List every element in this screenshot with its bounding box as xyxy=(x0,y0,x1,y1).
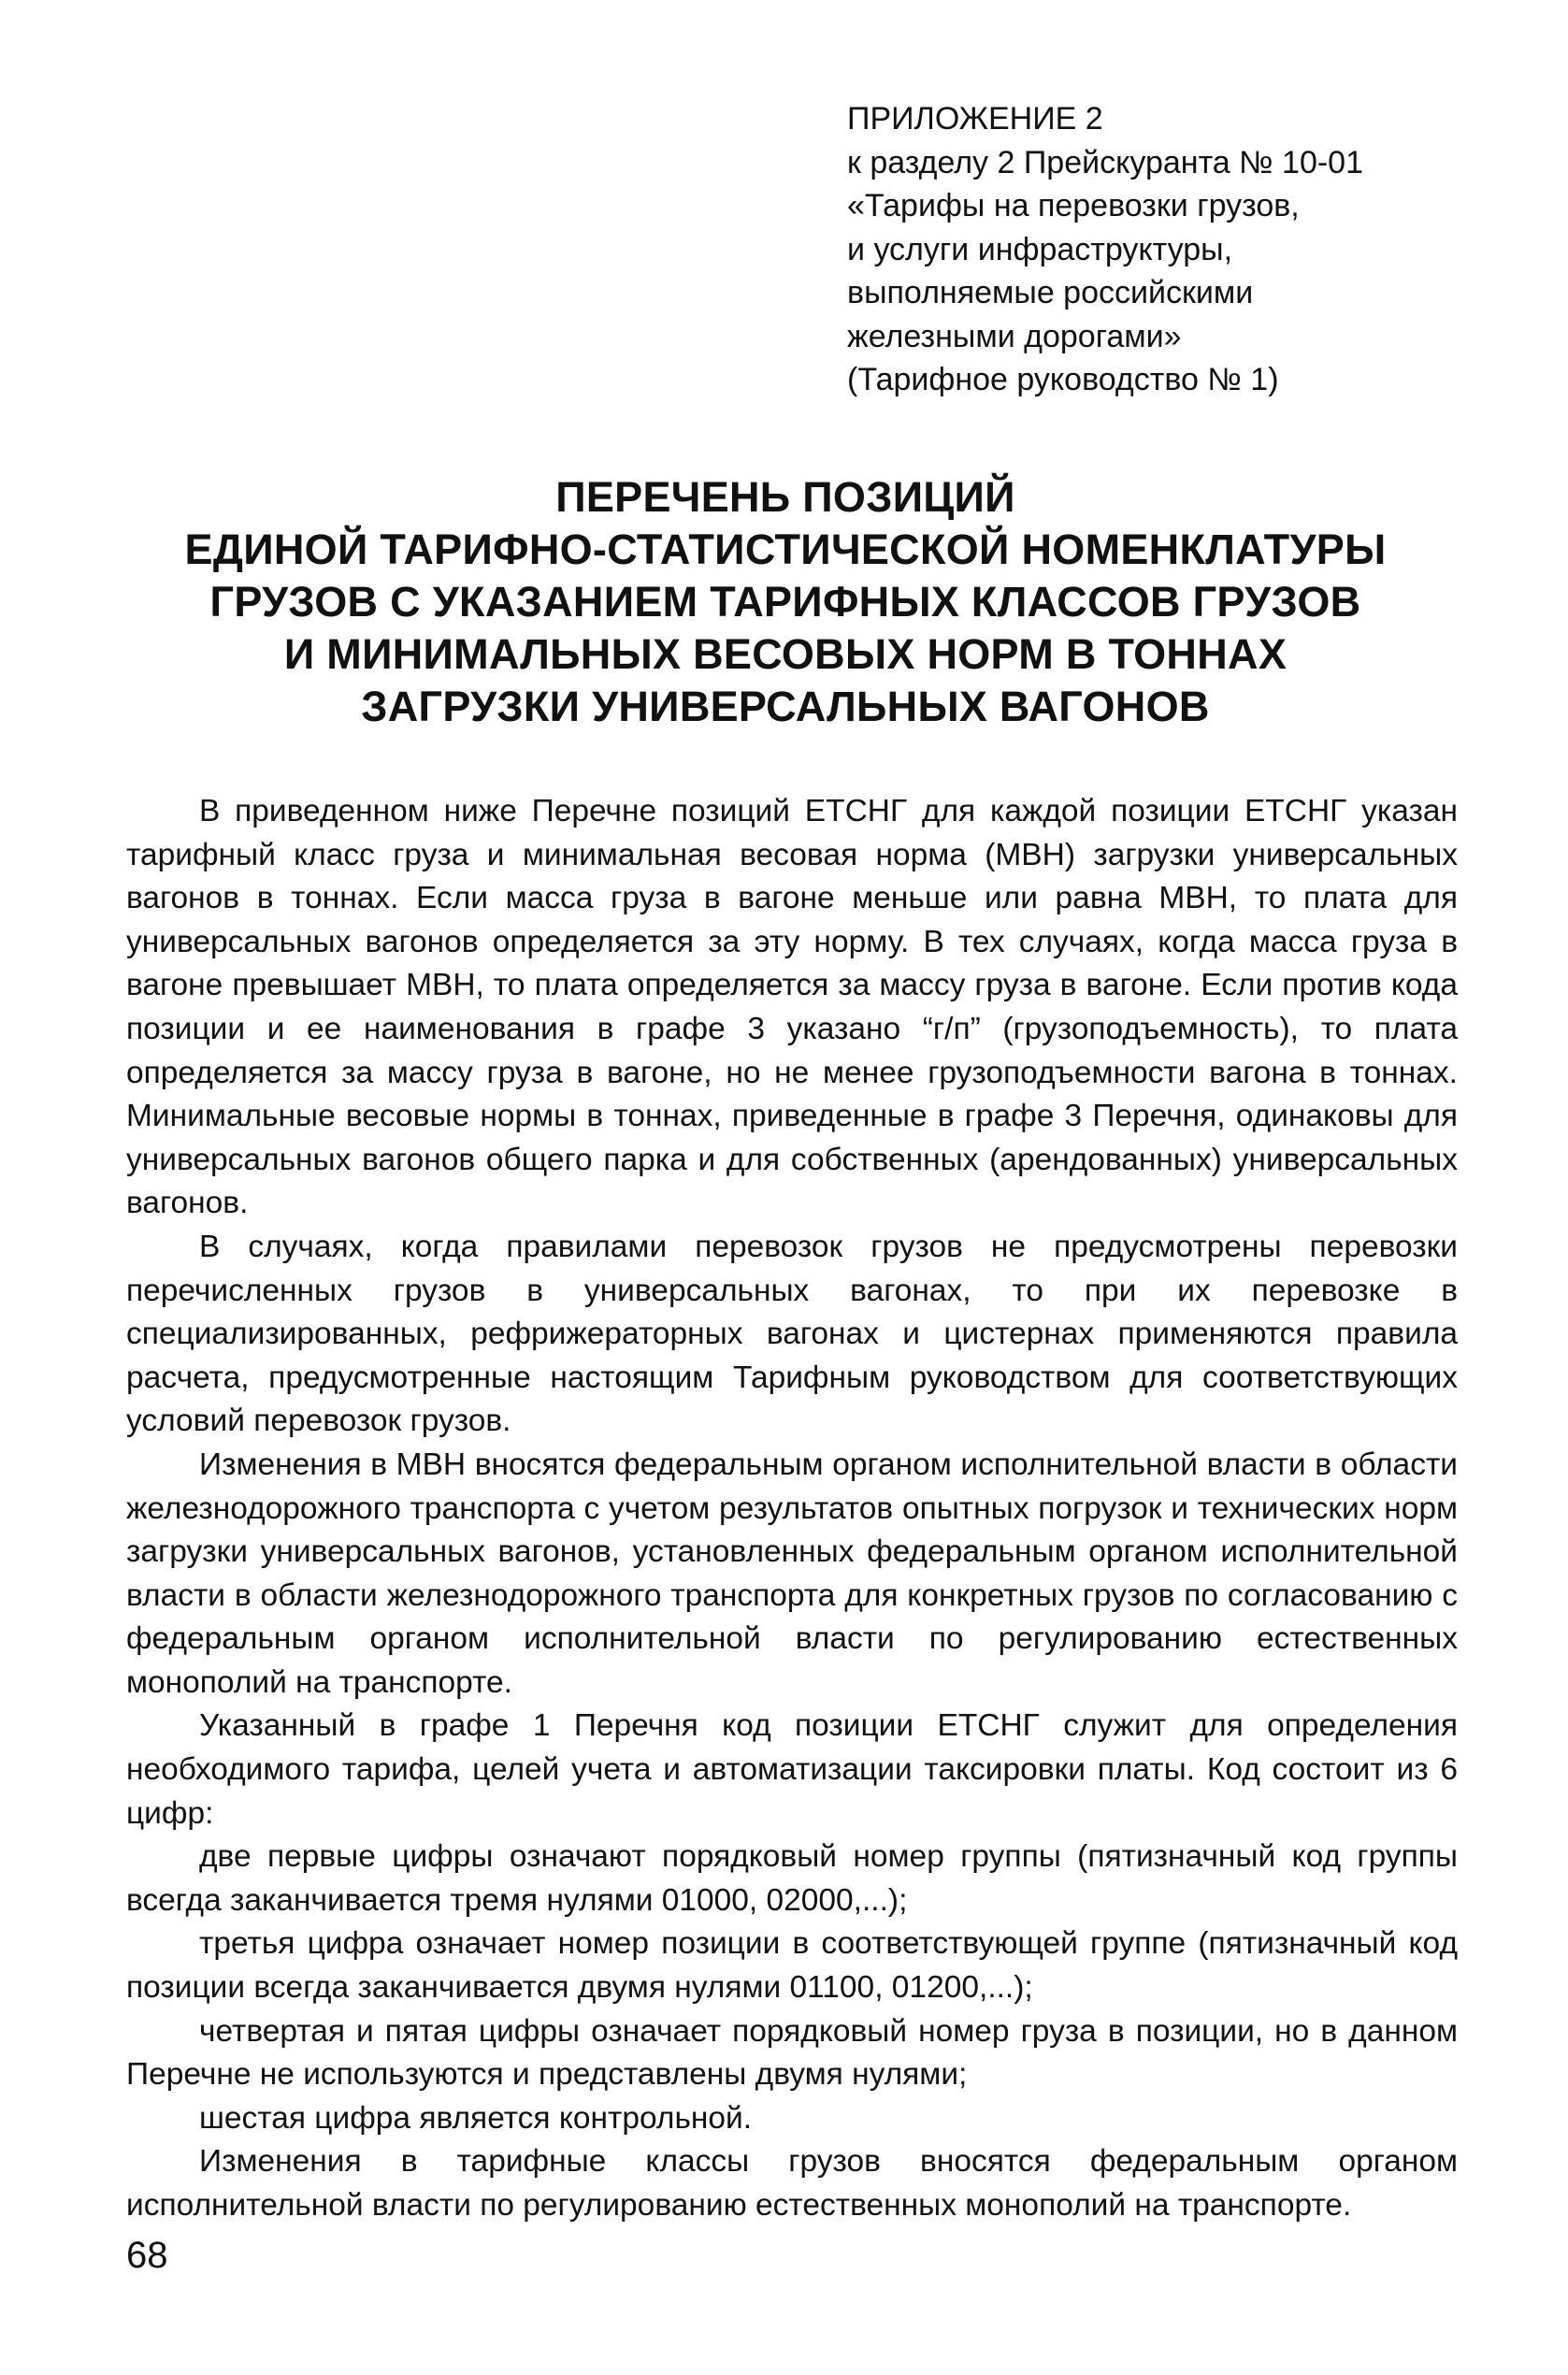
appendix-line: «Тарифы на перевозки грузов, xyxy=(847,188,1300,223)
body-paragraph: Указанный в графе 1 Перечня код позиции ЕТСНГ служит для определения необходимого тарифа, целей учета и автоматизации таксировки платы. Код состоит из 6 цифр: xyxy=(126,1708,1458,1831)
title-line: ЕДИНОЙ ТАРИФНО-СТАТИСТИЧЕСКОЙ НОМЕНКЛАТУРЫ xyxy=(184,525,1387,573)
appendix-line: выполняемые российскими xyxy=(847,275,1254,310)
title-line: И МИНИМАЛЬНЫХ ВЕСОВЫХ НОРМ В ТОННАХ xyxy=(283,630,1287,678)
appendix-line: железными дорогами» xyxy=(847,318,1182,354)
appendix-line: и услуги инфраструктуры, xyxy=(847,231,1233,267)
list-item-paragraph: третья цифра означает номер позиции в соответствующей группе (пятизначный код позиции всегда заканчивается двумя нулями 01100, 01200,...); xyxy=(126,1926,1458,2006)
appendix-line: (Тарифное руководство № 1) xyxy=(847,362,1279,397)
page-number: 68 xyxy=(126,2235,168,2276)
body-paragraph: В случаях, когда правилами перевозок грузов не предусмотрены перевозки перечисленных грузов в универсальных вагонах, то при их перевозке в специализированных, рефрижераторных вагонах и цистернах применяются правила расчета, предусмотренные настоящим Тарифным руководством для соответствующих условий перевозок грузов. xyxy=(126,1229,1458,1439)
list-item-paragraph: шестая цифра является контрольной. xyxy=(199,2100,753,2136)
body-paragraph: Изменения в МВН вносятся федеральным органом исполнительной власти в области железнодорожного транспорта с учетом результатов опытных погрузок и технических норм загрузки универсальных вагонов, установленных федеральным органом исполнительной власти в области железнодорожного транспорта для конкретных грузов по согласованию с федеральным органом исполнительной власти по регулированию естественных монополий на транспорте. xyxy=(126,1447,1458,1700)
appendix-header xyxy=(847,97,1502,402)
title-line: ПЕРЕЧЕНЬ ПОЗИЦИЙ xyxy=(555,473,1015,521)
appendix-line: к разделу 2 Прейскуранта № 10-01 xyxy=(847,144,1364,180)
list-item-paragraph: четвертая и пятая цифры означает порядковый номер груза в позиции, но в данном Перечне не используются и представлены двумя нулями; xyxy=(126,2013,1458,2093)
title-line: ГРУЗОВ С УКАЗАНИЕМ ТАРИФНЫХ КЛАССОВ ГРУЗОВ xyxy=(209,578,1361,626)
document-title xyxy=(112,471,1459,733)
body-paragraph: Изменения в тарифные классы грузов вносятся федеральным органом исполнительной власти по регулированию естественных монополий на транспорте. xyxy=(126,2144,1458,2223)
appendix-line: ПРИЛОЖЕНИЕ 2 xyxy=(847,101,1103,137)
list-item-paragraph: две первые цифры означают порядковый номер группы (пятизначный код группы всегда заканчивается тремя нулями 01000, 02000,...); xyxy=(126,1839,1458,1918)
body-paragraph: В приведенном ниже Перечне позиций ЕТСНГ для каждой позиции ЕТСНГ указан тарифный класс груза и минимальная весовая норма (МВН) загрузки универсальных вагонов в тоннах. Если масса груза в вагоне меньше или равна МВН, то плата для универсальных вагонов определяется за эту норму. В тех случаях, когда масса груза в вагоне превышает МВН, то плата определяется за массу груза в вагоне. Если против кода позиции и ее наименования в графе 3 указано “г/п” (грузоподъемность), то плата определяется за массу груза в вагоне, но не менее грузоподъемности вагона в тоннах. Минимальные весовые нормы в тоннах, приведенные в графе 3 Перечня, одинаковы для универсальных вагонов общего парка и для собственных (арендованных) универсальных вагонов. xyxy=(126,794,1458,1221)
title-line: ЗАГРУЗКИ УНИВЕРСАЛЬНЫХ ВАГОНОВ xyxy=(361,683,1210,730)
document-body xyxy=(126,790,1458,2228)
